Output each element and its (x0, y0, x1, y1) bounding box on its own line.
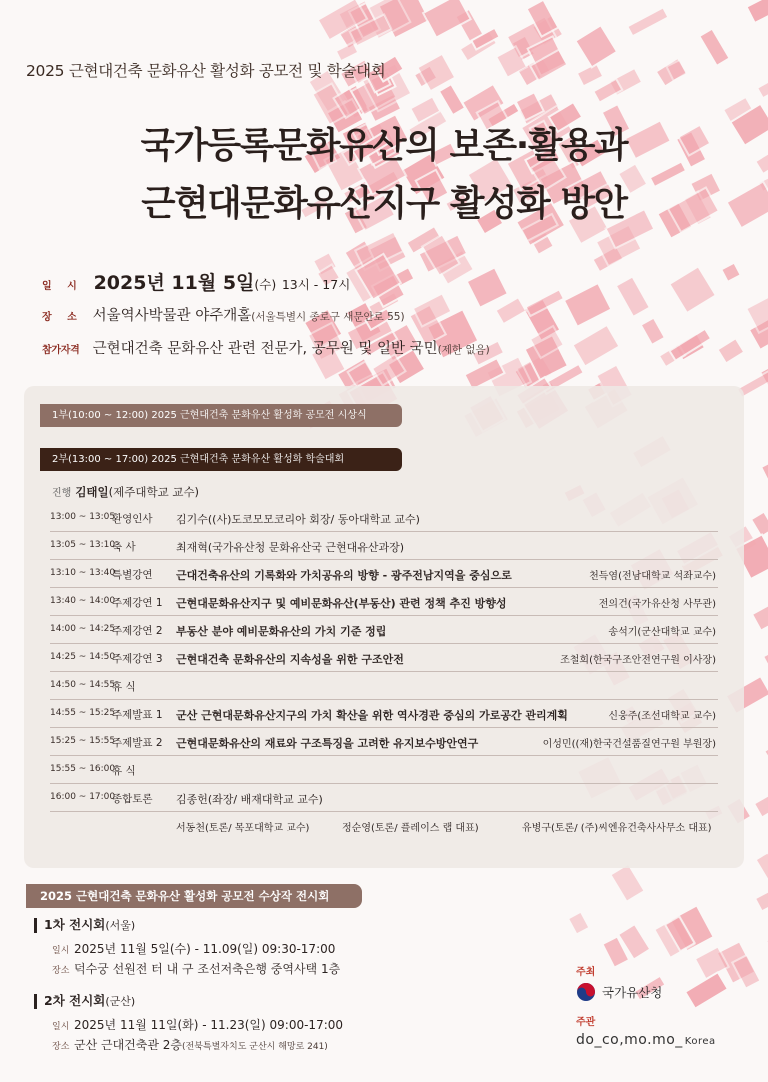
schedule-time: 15:25 ~ 15:55 (50, 736, 116, 746)
second-place-value: 군산 근대건축관 2층 (74, 1038, 183, 1052)
map-block (641, 318, 665, 345)
schedule-topic: 근대건축유산의 기록화와 가치공유의 방향 - 광주전남지역을 중심으로 (176, 569, 512, 582)
first-place-label: 장소 (52, 966, 70, 976)
second-date-label: 일시 (52, 1022, 70, 1032)
panel-row (50, 812, 718, 839)
schedule-time: 13:05 ~ 13:10 (50, 540, 116, 550)
schedule-kind: 주제발표 2 (112, 737, 163, 749)
place-label: 장 소 (42, 312, 83, 323)
exhibition-first-heading (34, 918, 135, 933)
place-address: (서울특별시 종로구 새문안로 55) (251, 311, 405, 323)
exhibition-second-title: 2차 전시회 (44, 993, 106, 1008)
schedule-row (50, 784, 718, 812)
schedule-topic: 근현대문화유산의 재료와 구조특징을 고려한 유지보수방안연구 (176, 737, 479, 750)
schedule-row (50, 672, 718, 700)
date-time: 13시 - 17시 (281, 277, 351, 292)
map-block (752, 603, 768, 631)
host-label: 진행 (52, 488, 72, 499)
schedule-row (50, 644, 718, 672)
schedule-kind: 특별강연 (112, 569, 153, 581)
schedule-row (50, 588, 718, 616)
schedule-row (50, 532, 718, 560)
schedule-time: 14:50 ~ 14:55 (50, 680, 116, 690)
map-block (747, 0, 768, 23)
schedule-time: 16:00 ~ 17:00 (50, 792, 116, 802)
schedule-kind: 주제강연 1 (112, 597, 163, 609)
schedule-speaker: 조철희(한국구조안전연구원 이사장) (560, 655, 716, 666)
schedule-kind: 휴 식 (112, 765, 136, 777)
map-block (616, 276, 650, 316)
schedule-speaker: 김종헌(좌장/ 배재대학교 교수) (176, 793, 323, 806)
organizer-label: 주관 (576, 1017, 596, 1028)
exhibition-second-date (52, 1016, 343, 1033)
schedule-speaker: 이성민((재)한국건설품질연구원 부원장) (542, 739, 716, 750)
exhibition-banner: 2025 근현대건축 문화유산 활성화 공모전 수상작 전시회 (26, 884, 362, 908)
schedule-time: 14:25 ~ 14:50 (50, 652, 116, 662)
schedule-kind: 주제강연 3 (112, 653, 163, 665)
date-main: 2025년 11월 5일 (93, 272, 255, 294)
schedule-speaker: 전의건(국가유산청 사무관) (598, 599, 716, 610)
date-day: (수) (254, 277, 277, 292)
map-block (650, 161, 686, 186)
exhibition-second-place (52, 1036, 328, 1053)
map-block (568, 912, 589, 935)
schedule-row (50, 504, 718, 532)
host-org-label: 주최 (576, 967, 596, 978)
eligibility-note: (제한 없음) (437, 344, 490, 356)
eligibility-main: 근현대건축 문화유산 관련 전문가, 공무원 및 일반 국민 (92, 341, 438, 357)
map-block (564, 283, 612, 327)
main-title-line2: 근현대문화유산지구 활성화 방안 (141, 183, 627, 224)
exhibition-first-place (52, 960, 340, 977)
schedule-time: 14:00 ~ 14:25 (50, 624, 116, 634)
schedule-table (50, 504, 718, 839)
map-block (756, 852, 768, 886)
host-org-name: 국가유산청 (602, 985, 663, 1000)
schedule-topic: 부동산 분야 예비문화유산의 가치 기준 정립 (176, 625, 387, 638)
host-org (576, 982, 662, 1002)
map-block (754, 783, 768, 818)
map-block (627, 7, 668, 36)
schedule-topic: 근현대문화유산지구 및 예비문화유산(부동산) 관련 정책 추진 방향성 (176, 597, 507, 610)
map-block (573, 325, 620, 367)
panelist: 유병구(토론/ (주)씨엔유건축사사무소 대표) (522, 823, 712, 834)
part2-banner: 2부(13:00 ~ 17:00) 2025 근현대건축 문화유산 활성화 학술대회 (40, 448, 402, 471)
map-block (761, 460, 768, 495)
session-host (52, 484, 199, 500)
schedule-time: 13:10 ~ 13:40 (50, 568, 116, 578)
first-date-value: 2025년 11월 5일(수) - 11.09(일) 09:30-17:00 (74, 942, 336, 956)
map-block (610, 864, 644, 902)
schedule-kind: 주제강연 2 (112, 625, 163, 637)
schedule-speaker: 송석기(군산대학교 교수) (608, 627, 716, 638)
map-block (757, 69, 768, 98)
part1-banner: 1부(10:00 ~ 12:00) 2025 근현대건축 문화유산 활성화 공모전 시상식 (40, 404, 402, 427)
map-block (577, 63, 603, 86)
schedule-speaker: 김기수((사)도코모모코리아 회장/ 동아대학교 교수) (176, 513, 420, 526)
schedule-row (50, 700, 718, 728)
map-block (764, 729, 768, 775)
event-subtitle: 2025 근현대건축 문화유산 활성화 공모전 및 학술대회 (26, 62, 386, 80)
exhibition-first-date (52, 940, 335, 957)
date-label: 일 시 (42, 281, 83, 292)
map-block (593, 79, 622, 103)
map-block (746, 290, 768, 333)
second-place-address: (전북특별자치도 군산시 해망로 241) (182, 1042, 328, 1052)
schedule-speaker: 최재혁(국가유산청 문화유산국 근현대유산과장) (176, 541, 405, 554)
schedule-kind: 종합토론 (112, 793, 153, 805)
second-date-value: 2025년 11월 11일(화) - 11.23(일) 09:00-17:00 (74, 1018, 344, 1032)
schedule-row (50, 616, 718, 644)
schedule-time: 13:00 ~ 13:05 (50, 512, 116, 522)
info-date (42, 268, 350, 295)
exhibition-first-sub: (서울) (105, 919, 136, 932)
eligibility-label: 참가자격 (42, 345, 80, 356)
map-block (751, 512, 768, 537)
schedule-kind: 환영인사 (112, 513, 153, 525)
organizer-suffix: Korea (684, 1036, 716, 1047)
schedule-topic: 군산 근현대문화유산지구의 가치 확산을 위한 역사경관 중심의 가로공간 관리계획 (176, 709, 568, 722)
taegeuk-logo-icon (576, 982, 596, 1002)
host-affiliation: (제주대학교 교수) (108, 485, 200, 499)
schedule-time: 14:55 ~ 15:25 (50, 708, 116, 718)
schedule-row (50, 728, 718, 756)
map-block (718, 338, 745, 363)
schedule-row (50, 756, 718, 784)
exhibition-first-title: 1차 전시회 (44, 917, 106, 932)
first-place-value: 덕수궁 선원전 터 내 구 조선저축은행 중역사택 1층 (74, 962, 341, 976)
map-block (496, 297, 527, 324)
map-block (763, 641, 768, 682)
place-main: 서울역사박물관 야주개홀 (92, 308, 252, 324)
panelist: 서동천(토론/ 목포대학교 교수) (176, 823, 310, 834)
second-place-label: 장소 (52, 1042, 70, 1052)
organizer-name: do_co,mo.mo_ (576, 1032, 683, 1048)
map-block (467, 267, 508, 307)
map-block (439, 84, 465, 115)
docomomo-logo (576, 1032, 716, 1048)
first-date-label: 일시 (52, 946, 70, 956)
map-block (669, 266, 716, 313)
schedule-time: 15:55 ~ 16:00 (50, 764, 116, 774)
schedule-speaker: 신웅주(조선대학교 교수) (608, 711, 716, 722)
exhibition-second-sub: (군산) (105, 995, 136, 1008)
map-block (721, 263, 741, 282)
schedule-kind: 축 사 (112, 541, 136, 553)
exhibition-second-heading (34, 994, 135, 1009)
main-title-line1: 국가등록문화유산의 보존·활용과 (140, 125, 628, 166)
map-block (732, 955, 760, 989)
schedule-kind: 주제발표 1 (112, 709, 163, 721)
panelist: 정순영(토론/ 플레이스 랩 대표) (342, 823, 479, 834)
schedule-row (50, 560, 718, 588)
schedule-time: 13:40 ~ 14:00 (50, 596, 116, 606)
schedule-speaker: 천득염(전남대학교 석좌교수) (589, 571, 716, 582)
schedule-kind: 휴 식 (112, 681, 136, 693)
map-block (755, 889, 768, 912)
map-block (699, 29, 729, 66)
info-eligibility (42, 337, 490, 358)
map-block (575, 25, 617, 67)
info-place (42, 304, 405, 325)
schedule-topic: 근현대건축 문화유산의 지속성을 위한 구조안전 (176, 653, 404, 666)
host-name: 김태일 (75, 485, 109, 499)
